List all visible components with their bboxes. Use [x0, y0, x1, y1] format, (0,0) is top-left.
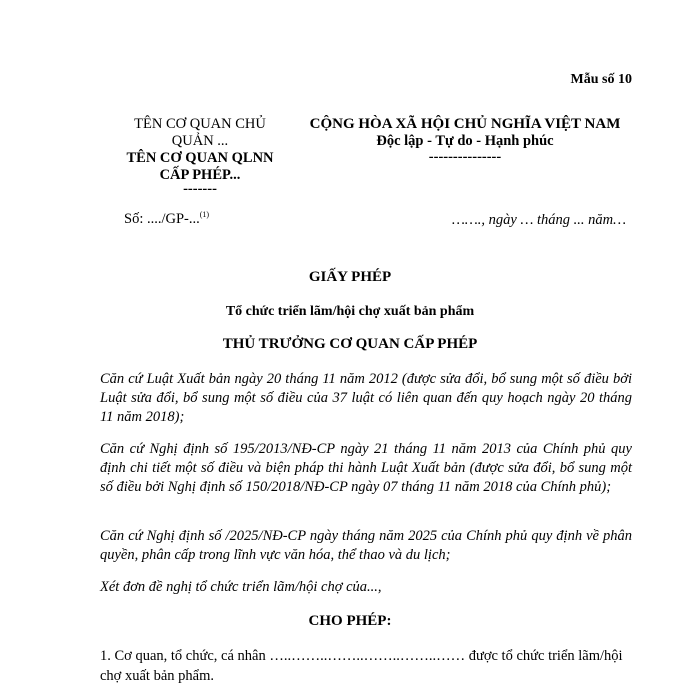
permit-item-1: 1. Cơ quan, tổ chức, cá nhân …..……..……..……..……..…… được tổ chức triển lãm/hội chợ xuất bản phẩm. — [100, 648, 623, 684]
legal-basis-paragraph-2: Căn cứ Nghị định số 195/2013/NĐ-CP ngày 21 tháng 11 năm 2013 của Chính phủ quy định chi tiết một số điều và biện pháp thi hành Luật Xuất bản (được sửa đổi, bổ sung một số điều bởi Nghị định số 150/2018/NĐ-CP ngày 07 tháng 11 năm 2018 của Chính phủ); — [100, 441, 632, 495]
agency-name-line-2: CẤP PHÉP... — [159, 167, 241, 183]
form-number: Mẫu số 10 — [570, 72, 632, 87]
consideration-paragraph: Xét đơn đề nghị tổ chức triển lãm/hội chợ của..., — [100, 579, 382, 595]
legal-basis-paragraph-1: Căn cứ Luật Xuất bản ngày 20 tháng 11 năm 2012 (được sửa đổi, bổ sung một số điều bởi Luật sửa đổi, bổ sung một số điều của 37 luật có liên quan đến quy hoạch ngày 20 tháng 11 năm 2018); — [100, 371, 632, 425]
document-number — [124, 210, 209, 228]
left-header-divider: ------- — [183, 181, 217, 197]
date-line: ……., ngày … tháng ... năm… — [451, 212, 626, 228]
document-title: GIẤY PHÉP — [308, 269, 392, 285]
document-subtitle: Tổ chức triển lãm/hội chợ xuất bản phẩm — [225, 304, 475, 319]
legal-basis-paragraph-3: Căn cứ Nghị định số /2025/NĐ-CP ngày tháng năm 2025 của Chính phủ quy định về phân quyền, phân cấp trong lĩnh vực văn hóa, thể thao và du lịch; — [100, 528, 632, 563]
permit-heading: CHO PHÉP: — [308, 613, 392, 629]
issuing-agency-header — [100, 116, 300, 197]
document-number-text: Số: ..../GP-... — [124, 211, 200, 227]
parent-agency-line-2: QUẢN ... — [171, 133, 229, 149]
right-header-divider: --------------- — [428, 149, 502, 165]
national-title: CỘNG HÒA XÃ HỘI CHỦ NGHĨA VIỆT NAM — [309, 116, 621, 132]
agency-name-line-1: TÊN CƠ QUAN QLNN — [126, 150, 274, 166]
national-motto: Độc lập - Tự do - Hạnh phúc — [376, 133, 554, 149]
footnote-marker: (1) — [199, 210, 210, 219]
national-header — [300, 116, 630, 165]
issuing-authority-heading: THỦ TRƯỞNG CƠ QUAN CẤP PHÉP — [222, 336, 478, 352]
parent-agency-line-1: TÊN CƠ QUAN CHỦ — [134, 116, 266, 132]
